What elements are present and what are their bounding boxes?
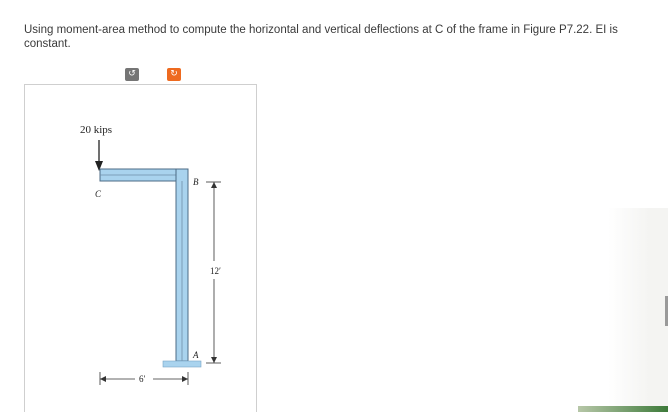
rotate-cw-icon: ↻ (170, 69, 178, 79)
footer-strip (578, 406, 668, 412)
height-label: 12′ (210, 266, 221, 276)
dim-arrow-up-icon (211, 182, 217, 188)
rotate-left-button[interactable] (125, 68, 139, 81)
point-b-label: B (193, 177, 199, 187)
background-shade (608, 208, 668, 412)
point-a-label: A (193, 350, 199, 360)
question-text: Using moment-area method to compute the horizontal and vertical deflections at C of the frame in Figure P7.22. EI is constant. (24, 24, 618, 50)
fixed-support (163, 361, 201, 367)
dim-arrow-right-icon (182, 376, 188, 382)
point-c-label: C (95, 189, 102, 199)
dim-arrow-down-icon (211, 357, 217, 363)
frame-diagram (25, 85, 258, 413)
width-label: 6′ (139, 374, 146, 384)
dim-arrow-left-icon (100, 376, 106, 382)
rotate-right-button[interactable] (167, 68, 181, 81)
frame-figure (24, 84, 257, 412)
rotate-ccw-icon: ↺ (128, 69, 136, 79)
load-label: 20 kips (80, 124, 113, 136)
